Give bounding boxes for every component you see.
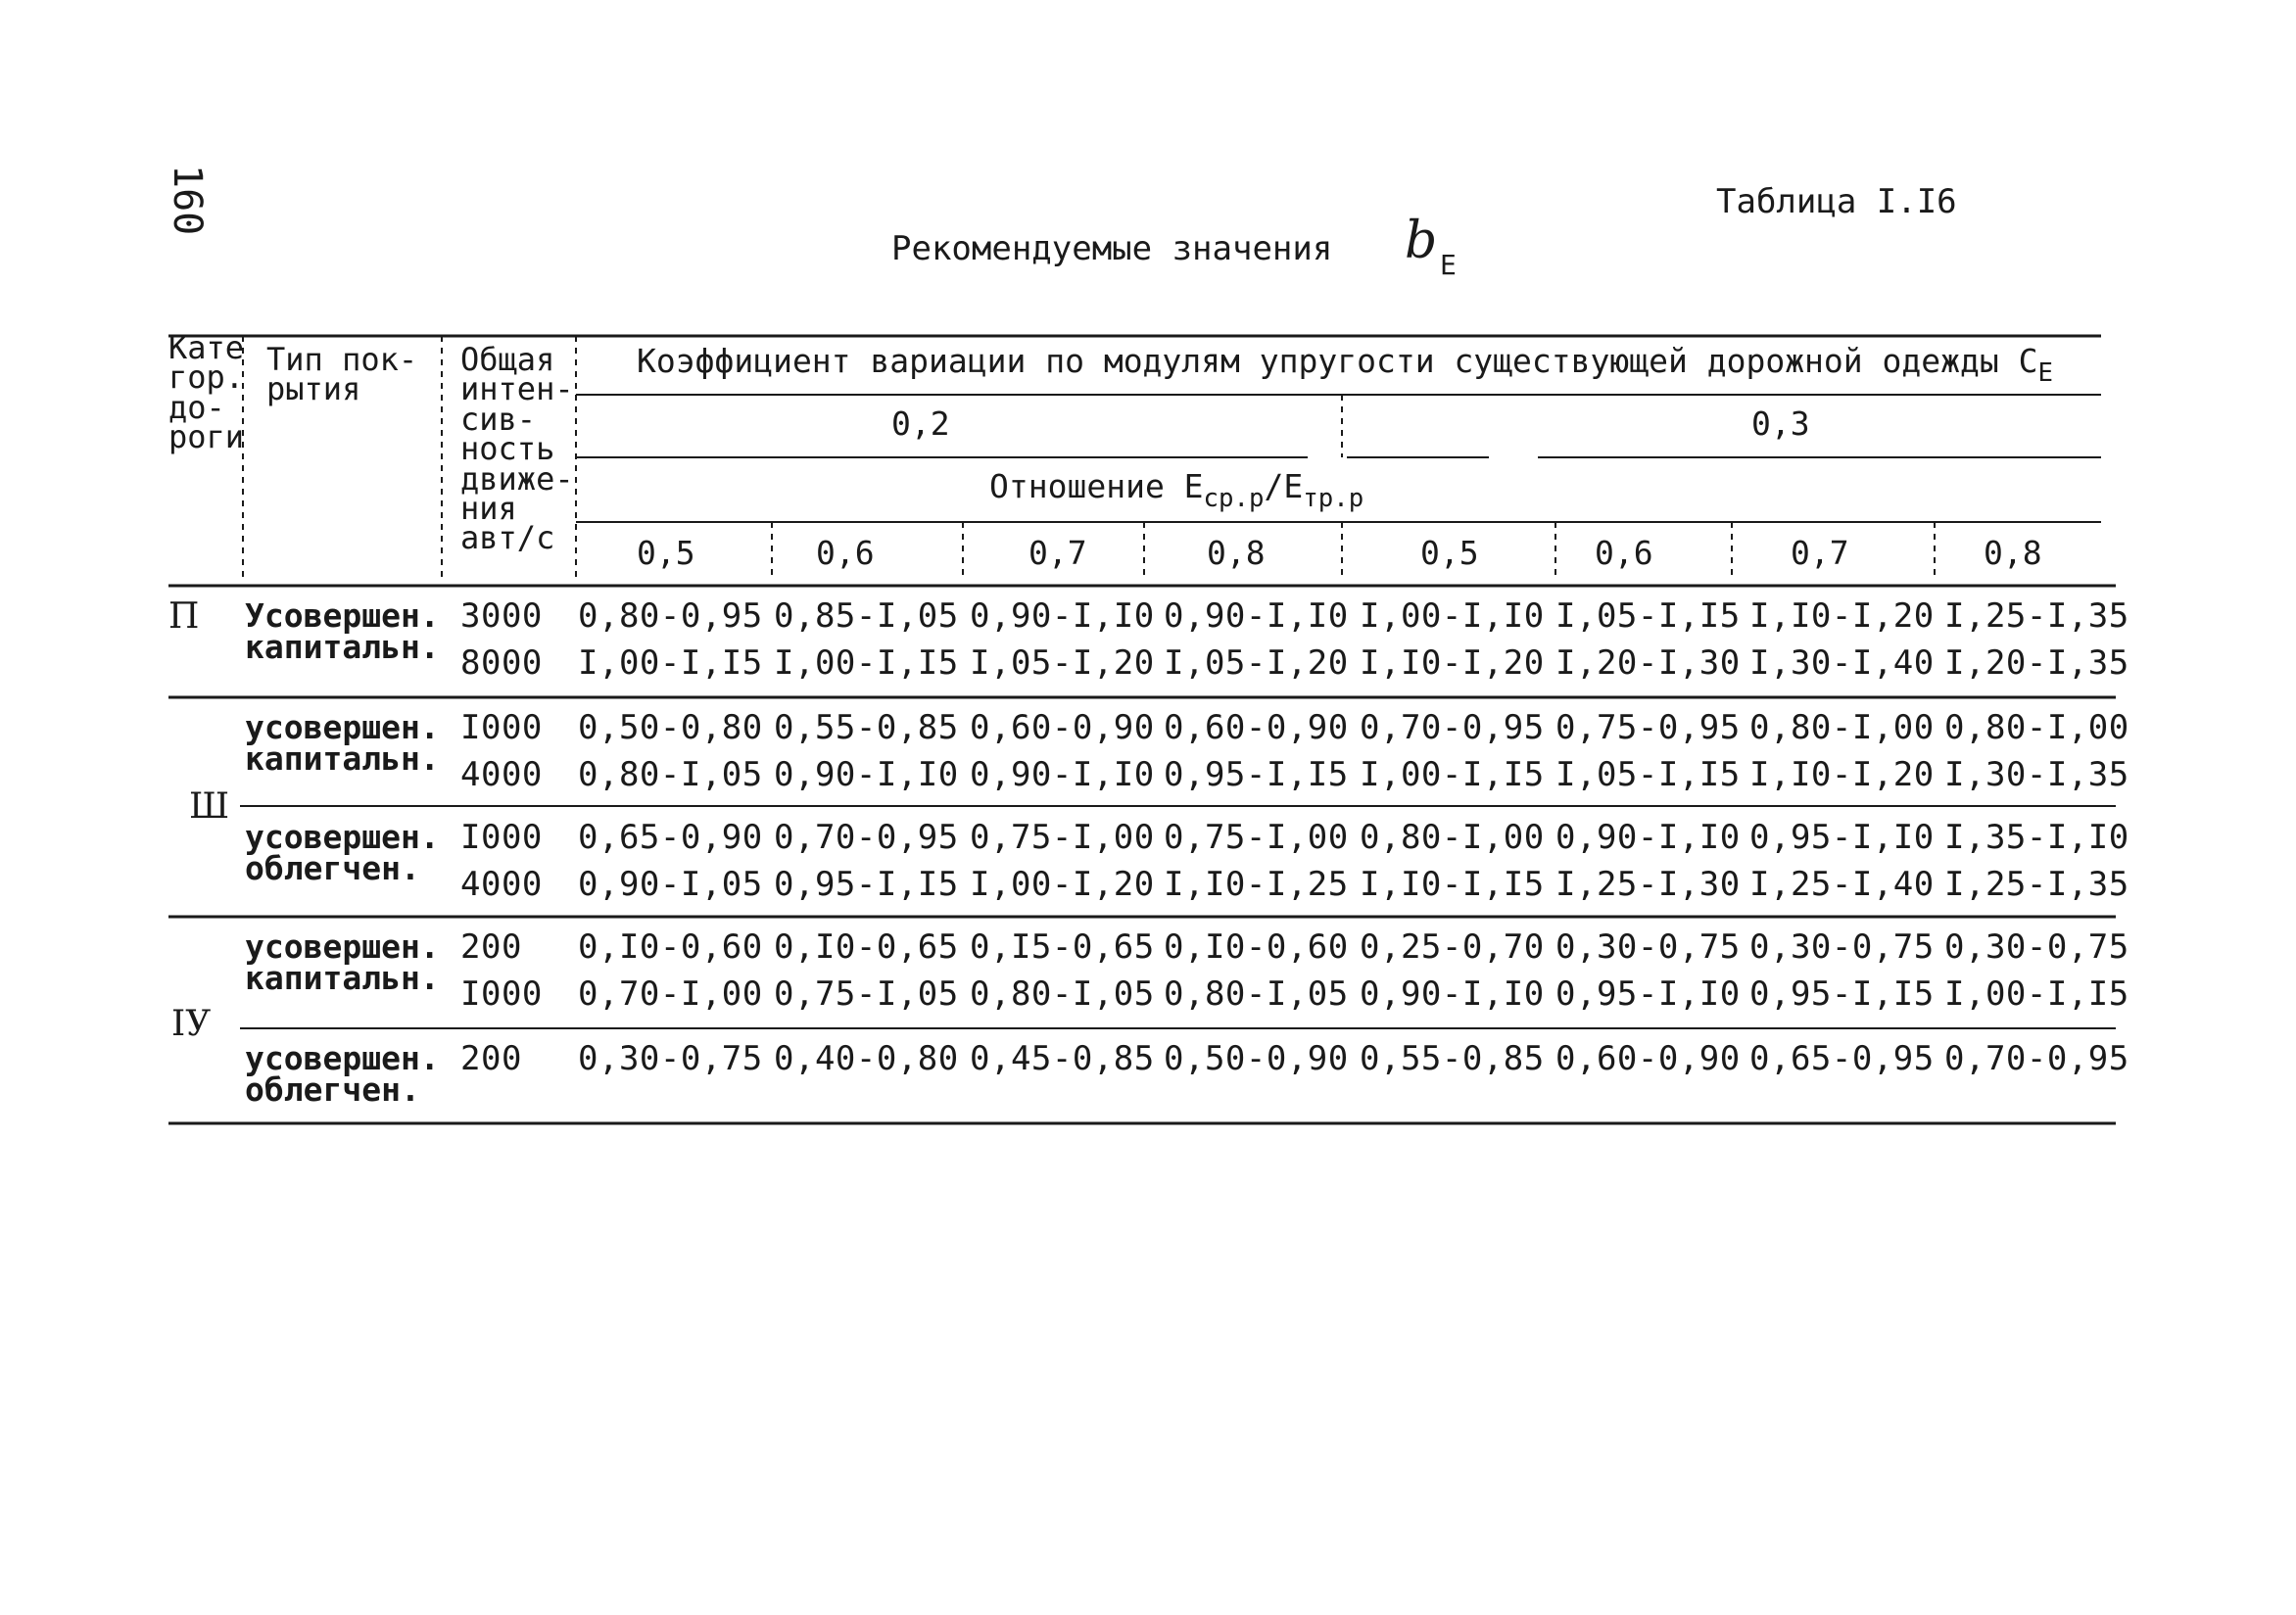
value-cell: 0,70-0,95 — [1360, 708, 1545, 747]
value-cell: I,05-I,I5 — [1555, 755, 1741, 794]
title-symbol-subscript: E — [1440, 249, 1457, 281]
value-cell: 0,80-I,05 — [970, 974, 1155, 1014]
value-cell: I,00-I,I5 — [578, 643, 763, 683]
value-cell: I,25-I,35 — [1944, 596, 2129, 636]
value-cell: 0,80-I,05 — [1164, 974, 1349, 1014]
intensity-cell: I000 — [460, 818, 543, 857]
value-cell: 0,I0-0,60 — [1164, 927, 1349, 967]
value-cell: 0,80-I,00 — [1944, 708, 2129, 747]
intensity-cell: 4000 — [460, 865, 543, 904]
coating-type-3b: облегчен. — [245, 849, 420, 887]
header-ratio-6: 0,6 — [1595, 534, 1653, 572]
value-cell: 0,90-I,I0 — [1555, 818, 1741, 857]
value-cell: 0,95-I,I5 — [1164, 755, 1349, 794]
value-cell: 0,95-I,I0 — [1749, 818, 1935, 857]
value-cell: 0,90-I,I0 — [970, 755, 1155, 794]
value-cell: 0,I0-0,60 — [578, 927, 763, 967]
coating-type-1b: капитальн. — [245, 628, 440, 666]
value-cell: I,25-I,35 — [1944, 865, 2129, 904]
category-iv: IУ — [171, 1004, 212, 1044]
header-cv-0-2: 0,2 — [891, 404, 950, 443]
intensity-cell: 200 — [460, 1039, 522, 1078]
table-label: Таблица I.I6 — [1716, 182, 1957, 221]
value-cell: 0,I0-0,65 — [774, 927, 959, 967]
value-cell: I,20-I,30 — [1555, 643, 1741, 683]
intensity-cell: I000 — [460, 974, 543, 1014]
value-cell: 0,60-0,90 — [1555, 1039, 1741, 1078]
value-cell: 0,45-0,85 — [970, 1039, 1155, 1078]
value-cell: 0,80-0,95 — [578, 596, 763, 636]
value-cell: 0,70-I,00 — [578, 974, 763, 1014]
header-ratio-1: 0,5 — [637, 534, 695, 572]
value-cell: 0,50-0,80 — [578, 708, 763, 747]
value-cell: 0,30-0,75 — [578, 1039, 763, 1078]
value-cell: I,I0-I,25 — [1164, 865, 1349, 904]
value-cell: I,00-I,I5 — [1944, 974, 2129, 1014]
header-intensity: Общая интен- сив- ность движе- ния авт/с — [460, 341, 574, 557]
coating-type-2b: капитальн. — [245, 739, 440, 778]
header-ratio-2: 0,6 — [816, 534, 875, 572]
header-ratio-8: 0,8 — [1984, 534, 2042, 572]
value-cell: 0,75-0,95 — [1555, 708, 1741, 747]
coating-type-3a: усовершен. — [245, 818, 440, 856]
header-cv-0-3: 0,3 — [1751, 404, 1810, 443]
header-category: Кате гор. до- роги — [168, 329, 245, 456]
header-ratio-3: 0,7 — [1028, 534, 1087, 572]
value-cell: 0,50-0,90 — [1164, 1039, 1349, 1078]
value-cell: 0,25-0,70 — [1360, 927, 1545, 967]
value-cell: I,30-I,40 — [1749, 643, 1935, 683]
coating-type-5a: усовершен. — [245, 1039, 440, 1077]
category-iii: Ш — [189, 786, 230, 827]
value-cell: 0,75-I,05 — [774, 974, 959, 1014]
value-cell: I,05-I,I5 — [1555, 596, 1741, 636]
value-cell: 0,95-I,I0 — [1555, 974, 1741, 1014]
value-cell: I,00-I,20 — [970, 865, 1155, 904]
category-ii: П — [168, 596, 200, 637]
title-symbol: b — [1405, 212, 1438, 270]
value-cell: 0,30-0,75 — [1749, 927, 1935, 967]
value-cell: 0,30-0,75 — [1555, 927, 1741, 967]
coating-type-1a: Усовершен. — [245, 596, 440, 635]
value-cell: 0,I5-0,65 — [970, 927, 1155, 967]
value-cell: 0,75-I,00 — [1164, 818, 1349, 857]
value-cell: 0,90-I,I0 — [970, 596, 1155, 636]
value-cell: 0,90-I,05 — [578, 865, 763, 904]
coating-type-4b: капитальн. — [245, 959, 440, 997]
value-cell: 0,90-I,I0 — [1164, 596, 1349, 636]
value-cell: I,05-I,20 — [1164, 643, 1349, 683]
value-cell: 0,65-0,95 — [1749, 1039, 1935, 1078]
value-cell: 0,70-0,95 — [774, 818, 959, 857]
value-cell: 0,55-0,85 — [774, 708, 959, 747]
intensity-cell: 8000 — [460, 643, 543, 683]
value-cell: 0,65-0,90 — [578, 818, 763, 857]
value-cell: 0,60-0,90 — [1164, 708, 1349, 747]
header-ratio-7: 0,7 — [1791, 534, 1849, 572]
value-cell: 0,30-0,75 — [1944, 927, 2129, 967]
header-variation: Коэффициент вариации по модулям упругости существующей дорожной одежды $C_E$ — [637, 342, 2053, 388]
value-cell: 0,95-I,I5 — [774, 865, 959, 904]
coating-type-4a: усовершен. — [245, 927, 440, 966]
value-cell: I,35-I,I0 — [1944, 818, 2129, 857]
value-cell: I,30-I,35 — [1944, 755, 2129, 794]
value-cell: I,I0-I,I5 — [1360, 865, 1545, 904]
value-cell: 0,60-0,90 — [970, 708, 1155, 747]
intensity-cell: I000 — [460, 708, 543, 747]
table-title: Рекомендуемые значения — [891, 229, 1333, 268]
value-cell: 0,80-I,00 — [1360, 818, 1545, 857]
value-cell: I,00-I,I5 — [774, 643, 959, 683]
value-cell: 0,55-0,85 — [1360, 1039, 1545, 1078]
value-cell: I,25-I,30 — [1555, 865, 1741, 904]
header-coating-type: Тип пок- рытия — [266, 341, 418, 408]
intensity-cell: 3000 — [460, 596, 543, 636]
value-cell: I,I0-I,20 — [1360, 643, 1545, 683]
value-cell: I,I0-I,20 — [1749, 755, 1935, 794]
value-cell: I,20-I,35 — [1944, 643, 2129, 683]
value-cell: 0,75-I,00 — [970, 818, 1155, 857]
value-cell: 0,80-I,00 — [1749, 708, 1935, 747]
value-cell: 0,90-I,I0 — [774, 755, 959, 794]
value-cell: I,25-I,40 — [1749, 865, 1935, 904]
value-cell: 0,90-I,I0 — [1360, 974, 1545, 1014]
value-cell: I,00-I,I5 — [1360, 755, 1545, 794]
value-cell: I,05-I,20 — [970, 643, 1155, 683]
value-cell: 0,85-I,05 — [774, 596, 959, 636]
coating-type-2a: усовершен. — [245, 708, 440, 746]
header-ratio: Отношение $E_{ср.р}/E_{тр.р}$ — [989, 467, 1364, 513]
intensity-cell: 200 — [460, 927, 522, 967]
value-cell: 0,40-0,80 — [774, 1039, 959, 1078]
coating-type-5b: облегчен. — [245, 1070, 420, 1109]
header-ratio-5: 0,5 — [1420, 534, 1479, 572]
value-cell: 0,95-I,I5 — [1749, 974, 1935, 1014]
page-number: 160 — [165, 165, 210, 236]
value-cell: 0,80-I,05 — [578, 755, 763, 794]
header-ratio-4: 0,8 — [1207, 534, 1266, 572]
intensity-cell: 4000 — [460, 755, 543, 794]
value-cell: I,00-I,I0 — [1360, 596, 1545, 636]
value-cell: I,I0-I,20 — [1749, 596, 1935, 636]
value-cell: 0,70-0,95 — [1944, 1039, 2129, 1078]
